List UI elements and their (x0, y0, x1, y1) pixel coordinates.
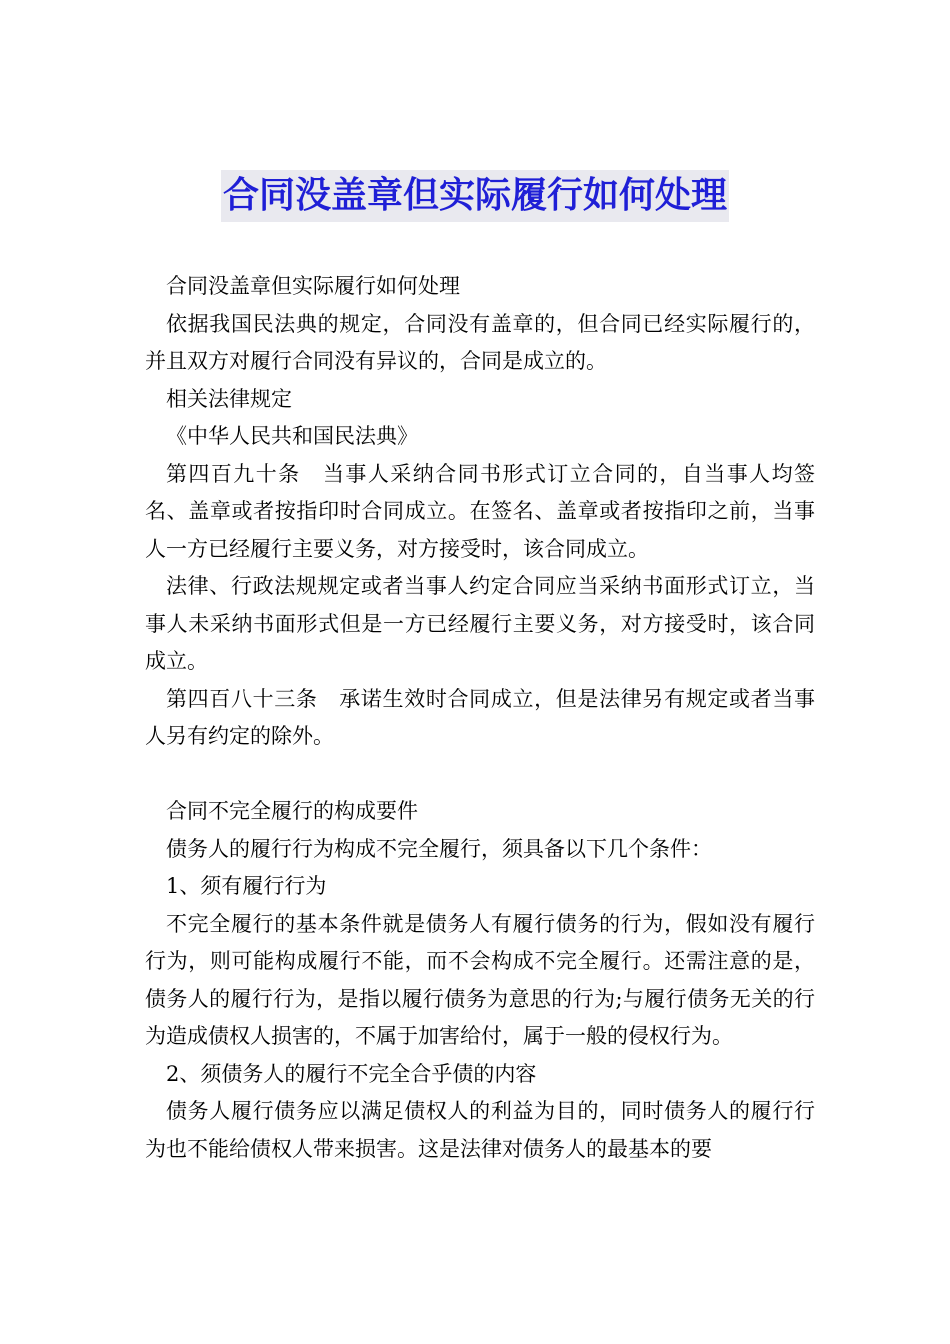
blank-line (145, 756, 815, 794)
paragraph: 法律、行政法规规定或者当事人约定合同应当采纳书面形式订立，当事人未采纳书面形式但是一方已经履行主要义务，对方接受时，该合同成立。 (145, 574, 815, 673)
paragraph-list-item-1: 1、须有履行行为 (166, 874, 327, 898)
paragraph-subheading: 相关法律规定 (166, 386, 292, 411)
paragraph: 债务人履行债务应以满足债权人的利益为目的，同时债务人的履行行为也不能给债权人带来损害。这是法律对债务人的最基本的要 (145, 1099, 815, 1161)
paragraph-article-483: 第四百八十三条 承诺生效时合同成立，但是法律另有规定或者当事人另有约定的除外。 (145, 686, 815, 748)
paragraph-section-heading: 合同不完全履行的构成要件 (166, 799, 418, 823)
paragraph: 不完全履行的基本条件就是债务人有履行债务的行为，假如没有履行行为，则可能构成履行不能，而不会构成不完全履行。还需注意的是，债务人的履行行为，是指以履行债务为意思的行为;与履行债务无关的行为造成债权人损害的，不属于加害给付，属于一般的侵权行为。 (145, 911, 815, 1048)
paragraph-list-item-2: 2、须债务人的履行不完全合乎债的内容 (166, 1061, 537, 1086)
document-title: 合同没盖章但实际履行如何处理 (221, 170, 729, 222)
paragraph: 债务人的履行行为构成不完全履行，须具备以下几个条件： (166, 836, 712, 861)
document-body (145, 268, 815, 1168)
paragraph-article-490: 第四百九十条 当事人采纳合同书形式订立合同的，自当事人均签名、盖章或者按指印时合同成立。在签名、盖章或者按指印之前，当事人一方已经履行主要义务，对方接受时，该合同成立。 (145, 461, 815, 561)
paragraph-law-name: 《中华人民共和国民法典》 (166, 424, 418, 448)
title-container (0, 170, 950, 222)
paragraph-heading: 合同没盖章但实际履行如何处理 (166, 274, 460, 298)
paragraph: 依据我国民法典的规定，合同没有盖章的，但合同已经实际履行的，并且双方对履行合同没有异议的，合同是成立的。 (145, 311, 815, 373)
